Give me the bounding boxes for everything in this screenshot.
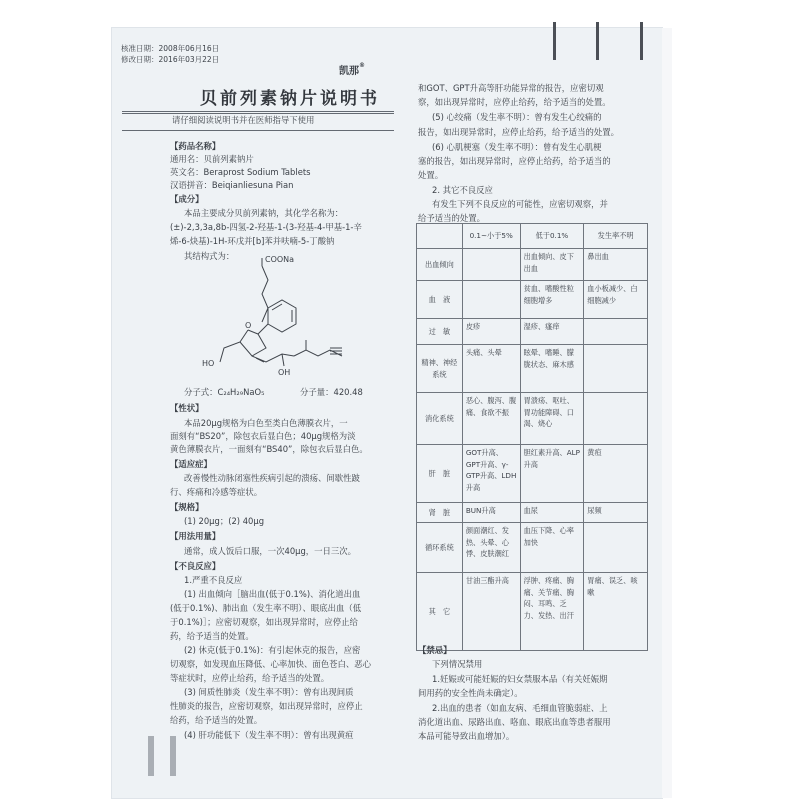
table-cell-system: 循环系统	[417, 523, 463, 573]
table-cell: 皮疹	[462, 319, 520, 345]
table-cell-system: 血 液	[417, 281, 463, 319]
structural-formula	[190, 244, 430, 379]
brand-name	[339, 62, 365, 77]
table-row	[417, 281, 648, 319]
section-contraindications: 【禁忌】	[418, 645, 452, 655]
english-name: 英文名：Beraprost Sodium Tablets	[170, 167, 311, 177]
adverse-text: 药，给予适当的处置。	[170, 631, 254, 641]
table-cell: 胃溃疡、呕吐、胃功能障碍、口渴、烧心	[520, 393, 584, 445]
registration-mark	[640, 22, 643, 60]
structure-label: 其结构式为：	[184, 251, 235, 261]
table-cell: 浮肿、疼痛、胸痛、关节痛、胸闷、耳鸣、乏力、发热、出汗	[520, 573, 584, 651]
table-cell	[584, 319, 648, 345]
adverse-text: (低于0.1%)、肺出血（发生率不明）、眼底出血（低	[170, 603, 362, 613]
table-cell-system: 其 它	[417, 573, 463, 651]
structure-oxygen: O	[245, 321, 252, 330]
table-row	[417, 319, 648, 345]
right-text: 和GOT、GPT升高等肝功能异常的报告，应密切观	[418, 83, 604, 93]
table-cell: 恶心、腹泻、腹痛、食欲不振	[462, 393, 520, 445]
table-row	[417, 523, 648, 573]
table-cell: 血小板减少、白细胞减少	[584, 281, 648, 319]
adverse-reaction-table	[416, 223, 648, 651]
right-text: 报告，如出现异常时，应停止给药，给予适当的处置。	[418, 127, 619, 137]
composition-text: 烯-6-炔基)-1H-环戊并[b]苯并呋喃-5-丁酸钠	[170, 236, 335, 246]
table-cell	[462, 249, 520, 281]
section-properties: 【性状】	[170, 403, 204, 413]
section-adverse-reactions: 【不良反应】	[170, 561, 221, 571]
adverse-text: (4) 肝功能低下（发生率不明）：曾有出现黄疸	[184, 730, 354, 740]
table-row	[417, 445, 648, 503]
table-cell: 出血倾向、皮下出血	[520, 249, 584, 281]
registration-mark	[596, 22, 599, 60]
contra-text: 间用药的安全性尚未确定）。	[418, 688, 523, 698]
table-cell: 胆红素升高、ALP升高	[520, 445, 584, 503]
brand-text: 凯那	[339, 66, 359, 77]
indication-text: 行、疼痛和冷感等症状。	[170, 487, 263, 497]
registration-mark	[553, 22, 556, 60]
adverse-text: 切观察，如发现血压降低、心率加快、面色苍白、恶心	[170, 659, 371, 669]
section-indications: 【适应症】	[170, 459, 212, 469]
adverse-text: 性肺炎的报告，应密切观察，如出现异常时，应停止	[170, 701, 363, 711]
page-subtitle: 请仔细阅读说明书并在医师指导下使用	[172, 115, 315, 125]
contra-text: 消化道出血、尿路出血、咯血、眼底出血等患者服用	[418, 717, 611, 727]
sheet-edge-shadow	[662, 28, 672, 798]
pinyin-name: 汉语拼音：Beiqianliesuna Pian	[170, 180, 294, 190]
usage-text: 通常，成人饭后口服，一次40μg，一日三次。	[184, 546, 357, 556]
table-row	[417, 573, 648, 651]
table-cell: 鼻出血	[584, 249, 648, 281]
contra-text: 2.出血的患者（如血友病、毛细血管脆弱症、上	[432, 703, 608, 713]
specification-text: (1) 20μg；(2) 40μg	[184, 516, 265, 526]
table-cell: 贫血、嗜酸性粒细胞增多	[520, 281, 584, 319]
structure-coona: COONa	[265, 255, 295, 264]
table-header-cell: 低于0.1%	[520, 224, 584, 249]
table-cell	[584, 523, 648, 573]
composition-text: 本品主要成分贝前列素钠，其化学名称为：	[184, 208, 344, 218]
table-cell: 头痛、头晕	[462, 345, 520, 393]
page-title: 贝前列素钠片说明书	[200, 89, 380, 109]
right-text: 有发生下列不良反应的可能性，应密切观察，并	[432, 199, 608, 209]
section-drug-name: 【药品名称】	[170, 141, 221, 151]
registration-mark	[170, 736, 176, 776]
right-text: 2. 其它不良反应	[432, 185, 493, 195]
molecular-weight: 分子量：420.48	[300, 387, 363, 397]
subtitle-underline	[122, 130, 394, 131]
properties-text: 面刻有“BS20”，除包衣后显白色；40μg规格为淡	[170, 431, 356, 441]
table-cell	[584, 345, 648, 393]
table-cell-system: 消化系统	[417, 393, 463, 445]
contra-text: 下列情况禁用	[432, 659, 483, 669]
adverse-text: 等症状时，应停止给药，给予适当的处置。	[170, 673, 330, 683]
table-row	[417, 345, 648, 393]
structure-ho: HO	[202, 359, 215, 368]
table-header-row	[417, 224, 648, 249]
registered-mark: ®	[359, 62, 365, 69]
adverse-text: (1) 出血倾向［脑出血(低于0.1%)、消化道出血	[184, 589, 361, 599]
table-cell: 颜面潮红、发热、头晕、心悸、皮肤潮红	[462, 523, 520, 573]
indication-text: 改善慢性动脉闭塞性疾病引起的溃疡、间歇性跛	[184, 473, 360, 483]
properties-text: 本品20μg规格为白色至类白色薄膜衣片，一	[184, 418, 348, 428]
table-cell: 尿频	[584, 503, 648, 523]
right-text: 给予适当的处置。	[418, 213, 485, 223]
right-text: (5) 心绞痛（发生率不明）：曾有发生心绞痛的	[432, 112, 602, 122]
molecular-formula: 分子式：C₂₄H₂₉NaO₅	[184, 387, 265, 397]
table-row	[417, 249, 648, 281]
table-cell-system: 肝 脏	[417, 445, 463, 503]
table-cell: GOT升高、GPT升高、γ-GTP升高、LDH升高	[462, 445, 520, 503]
table-cell	[462, 281, 520, 319]
table-cell: 血压下降、心率加快	[520, 523, 584, 573]
section-composition: 【成分】	[170, 194, 204, 204]
structure-oh: OH	[278, 368, 291, 377]
table-cell: 血尿	[520, 503, 584, 523]
adverse-text: 1.严重不良反应	[184, 575, 243, 585]
adverse-text: 于0.1%)］；应密切观察，如出现异常时，应停止给	[170, 617, 358, 627]
table-row	[417, 503, 648, 523]
table-cell-system: 过 敏	[417, 319, 463, 345]
table-cell: 湿疹、瘙痒	[520, 319, 584, 345]
contra-text: 本品可能导致出血增加）。	[418, 731, 515, 741]
right-text: (6) 心肌梗塞（发生率不明）：曾有发生心肌梗	[432, 142, 602, 152]
table-cell: 胃痛、误乏、咳嗽	[584, 573, 648, 651]
title-underline	[122, 111, 394, 112]
table-header-cell: 发生率不明	[584, 224, 648, 249]
section-usage: 【用法用量】	[170, 531, 221, 541]
adverse-text: 给药，给予适当的处置。	[170, 715, 263, 725]
adverse-text: (2) 休克(低于0.1%)：有引起休克的报告，应密	[184, 645, 361, 655]
properties-text: 黄色薄膜衣片，一面刻有“BS40”，除包衣后显白色。	[170, 444, 368, 454]
right-text: 处置。	[418, 170, 444, 180]
table-cell-system: 精神、神经系统	[417, 345, 463, 393]
table-cell-system: 出血倾向	[417, 249, 463, 281]
table-row	[417, 393, 648, 445]
revision-date: 修改日期：2016年03月22日	[121, 55, 220, 64]
registration-mark	[148, 736, 154, 776]
approval-date: 核准日期：2008年06月16日	[121, 44, 220, 53]
adverse-text: (3) 间质性肺炎（发生率不明）：曾有出现间质	[184, 687, 354, 697]
right-text: 察，如出现异常时，应停止给药，给予适当的处置。	[418, 97, 611, 107]
right-text: 塞的报告，如出现异常时，应停止给药，给予适当的	[418, 156, 611, 166]
composition-text: (±)-2,3,3a,8b-四氢-2-羟基-1-(3-羟基-4-甲基-1-辛	[170, 222, 362, 232]
contra-text: 1.妊娠或可能妊娠的妇女禁服本品（有关妊娠期	[432, 674, 608, 684]
table-header-cell	[417, 224, 463, 249]
table-cell: 黄疸	[584, 445, 648, 503]
table-cell: 甘油三酯升高	[462, 573, 520, 651]
generic-name: 通用名：贝前列素钠片	[170, 154, 254, 164]
table-cell: BUN升高	[462, 503, 520, 523]
table-cell: 眩晕、嗜睡、朦胧状态、麻木感	[520, 345, 584, 393]
table-header-cell: 0.1~小于5%	[462, 224, 520, 249]
table-cell	[584, 393, 648, 445]
table-cell-system: 肾 脏	[417, 503, 463, 523]
section-specification: 【规格】	[170, 502, 204, 512]
